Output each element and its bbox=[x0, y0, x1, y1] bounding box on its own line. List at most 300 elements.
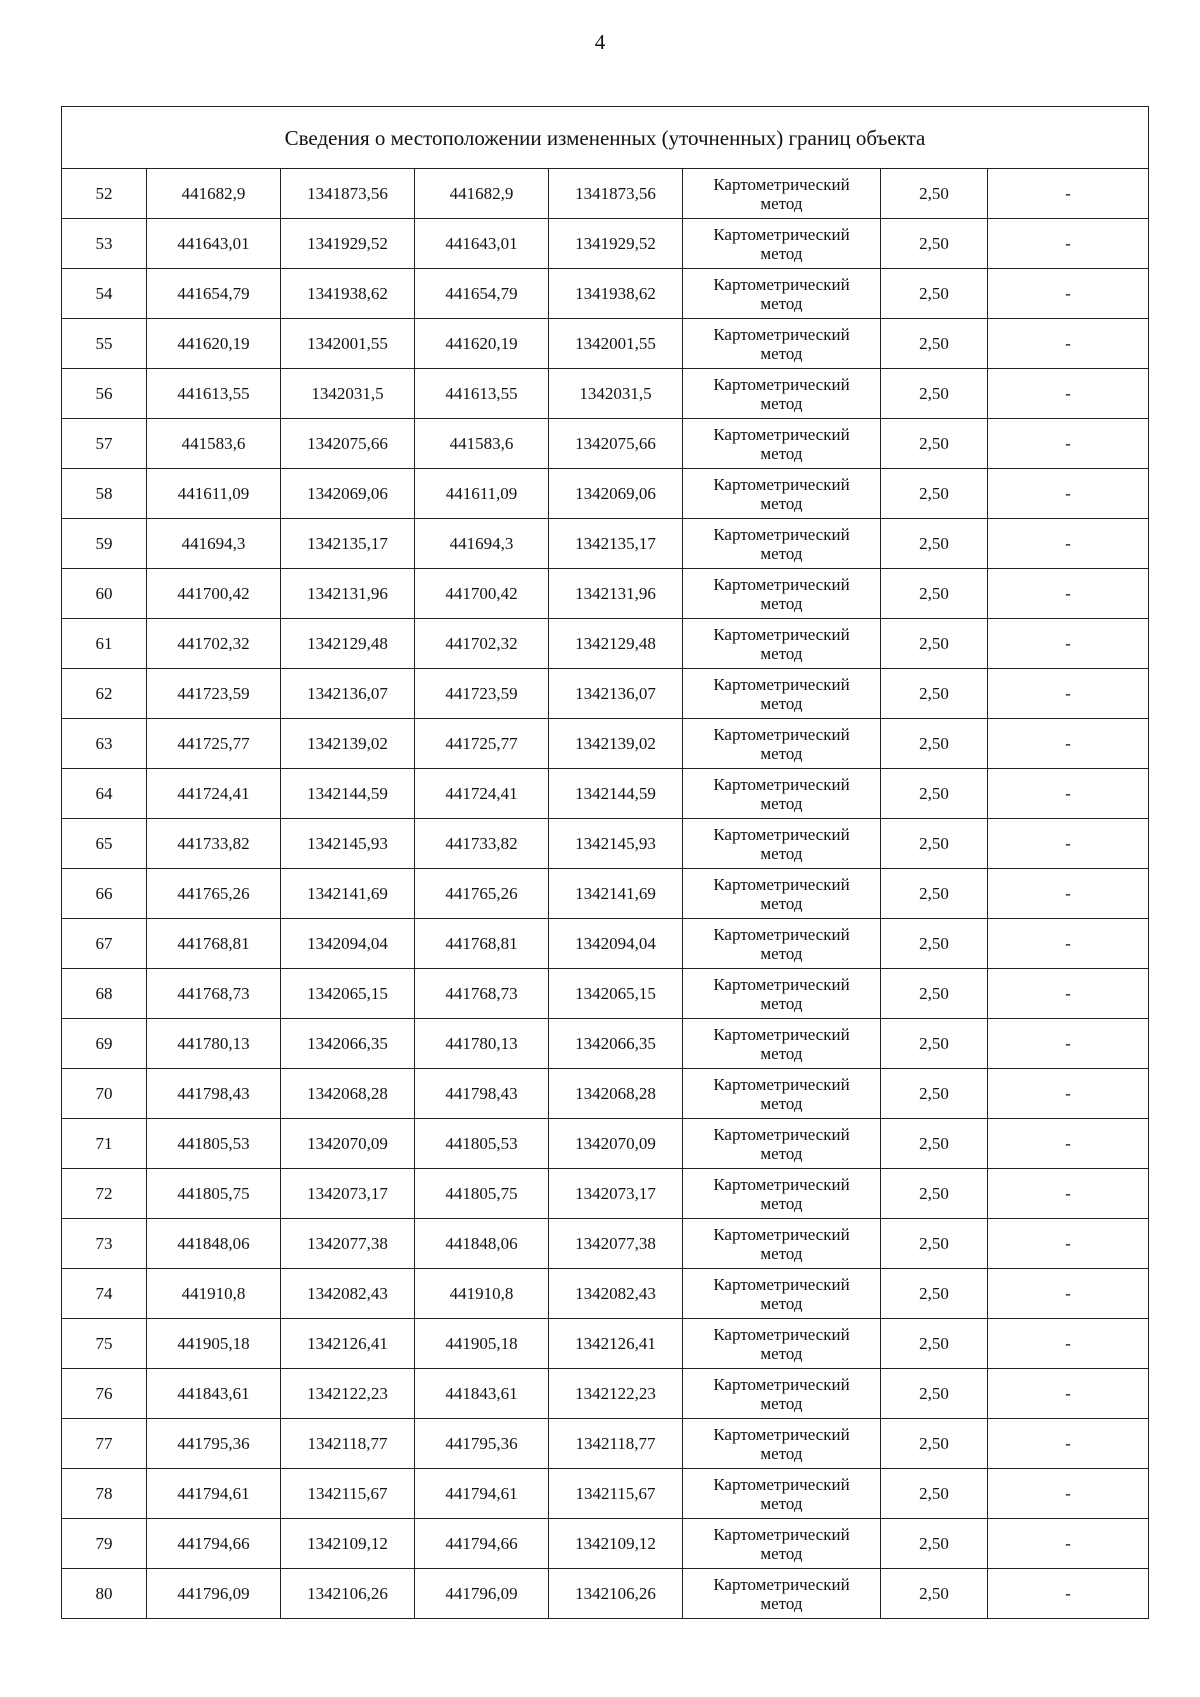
note-cell: - bbox=[988, 219, 1149, 269]
refined-x-cell: 441700,42 bbox=[415, 569, 549, 619]
method-line-1: Картометрический bbox=[713, 224, 850, 244]
point-number-cell: 61 bbox=[62, 619, 147, 669]
refined-x-cell: 441583,6 bbox=[415, 419, 549, 469]
existing-y-cell: 1342115,67 bbox=[281, 1469, 415, 1519]
method-cell bbox=[683, 519, 881, 569]
point-number-cell: 73 bbox=[62, 1219, 147, 1269]
point-number-cell: 65 bbox=[62, 819, 147, 869]
existing-y-cell: 1342031,5 bbox=[281, 369, 415, 419]
existing-x-cell: 441798,43 bbox=[147, 1069, 281, 1119]
table-row bbox=[62, 669, 1149, 719]
refined-y-cell: 1342070,09 bbox=[549, 1119, 683, 1169]
table-row bbox=[62, 919, 1149, 969]
existing-y-cell: 1342139,02 bbox=[281, 719, 415, 769]
refined-x-cell: 441848,06 bbox=[415, 1219, 549, 1269]
refined-x-cell: 441798,43 bbox=[415, 1069, 549, 1119]
method-line-2: метод bbox=[760, 793, 803, 813]
point-number-cell: 79 bbox=[62, 1519, 147, 1569]
refined-y-cell: 1342115,67 bbox=[549, 1469, 683, 1519]
method-line-2: метод bbox=[760, 543, 803, 563]
method-line-1: Картометрический bbox=[713, 374, 850, 394]
accuracy-cell: 2,50 bbox=[881, 419, 988, 469]
accuracy-cell: 2,50 bbox=[881, 169, 988, 219]
point-number-cell: 58 bbox=[62, 469, 147, 519]
method-cell bbox=[683, 919, 881, 969]
boundary-coordinates-table bbox=[61, 106, 1149, 1619]
existing-y-cell: 1341929,52 bbox=[281, 219, 415, 269]
method-line-1: Картометрический bbox=[713, 174, 850, 194]
refined-y-cell: 1342082,43 bbox=[549, 1269, 683, 1319]
method-line-1: Картометрический bbox=[713, 874, 850, 894]
table-row bbox=[62, 769, 1149, 819]
table-row bbox=[62, 219, 1149, 269]
existing-x-cell: 441805,75 bbox=[147, 1169, 281, 1219]
table-row bbox=[62, 569, 1149, 619]
existing-x-cell: 441768,73 bbox=[147, 969, 281, 1019]
refined-x-cell: 441654,79 bbox=[415, 269, 549, 319]
table-row bbox=[62, 1469, 1149, 1519]
existing-x-cell: 441583,6 bbox=[147, 419, 281, 469]
method-line-1: Картометрический bbox=[713, 1324, 850, 1344]
method-cell bbox=[683, 669, 881, 719]
method-line-2: метод bbox=[760, 1593, 803, 1613]
existing-y-cell: 1341938,62 bbox=[281, 269, 415, 319]
point-number-cell: 52 bbox=[62, 169, 147, 219]
table-row bbox=[62, 1419, 1149, 1469]
method-line-1: Картометрический bbox=[713, 924, 850, 944]
point-number-cell: 80 bbox=[62, 1569, 147, 1619]
note-cell: - bbox=[988, 469, 1149, 519]
refined-x-cell: 441794,66 bbox=[415, 1519, 549, 1569]
existing-y-cell: 1342122,23 bbox=[281, 1369, 415, 1419]
note-cell: - bbox=[988, 769, 1149, 819]
method-line-1: Картометрический bbox=[713, 774, 850, 794]
refined-x-cell: 441694,3 bbox=[415, 519, 549, 569]
point-number-cell: 74 bbox=[62, 1269, 147, 1319]
refined-y-cell: 1342126,41 bbox=[549, 1319, 683, 1369]
method-cell bbox=[683, 869, 881, 919]
method-line-2: метод bbox=[760, 943, 803, 963]
existing-x-cell: 441765,26 bbox=[147, 869, 281, 919]
refined-x-cell: 441796,09 bbox=[415, 1569, 549, 1619]
refined-x-cell: 441682,9 bbox=[415, 169, 549, 219]
refined-y-cell: 1342073,17 bbox=[549, 1169, 683, 1219]
refined-y-cell: 1342075,66 bbox=[549, 419, 683, 469]
method-line-2: метод bbox=[760, 243, 803, 263]
table-row bbox=[62, 619, 1149, 669]
method-cell bbox=[683, 1069, 881, 1119]
accuracy-cell: 2,50 bbox=[881, 969, 988, 1019]
point-number-cell: 64 bbox=[62, 769, 147, 819]
table-row bbox=[62, 869, 1149, 919]
point-number-cell: 76 bbox=[62, 1369, 147, 1419]
method-line-1: Картометрический bbox=[713, 624, 850, 644]
method-line-1: Картометрический bbox=[713, 1024, 850, 1044]
table-row bbox=[62, 369, 1149, 419]
refined-y-cell: 1342109,12 bbox=[549, 1519, 683, 1569]
table-row bbox=[62, 1319, 1149, 1369]
existing-y-cell: 1342075,66 bbox=[281, 419, 415, 469]
note-cell: - bbox=[988, 1569, 1149, 1619]
method-line-2: метод bbox=[760, 393, 803, 413]
refined-y-cell: 1342129,48 bbox=[549, 619, 683, 669]
point-number-cell: 70 bbox=[62, 1069, 147, 1119]
refined-y-cell: 1342066,35 bbox=[549, 1019, 683, 1069]
table-title: Сведения о местоположении измененных (уточненных) границ объекта bbox=[62, 107, 1149, 169]
existing-y-cell: 1342073,17 bbox=[281, 1169, 415, 1219]
refined-y-cell: 1342122,23 bbox=[549, 1369, 683, 1419]
refined-y-cell: 1342001,55 bbox=[549, 319, 683, 369]
accuracy-cell: 2,50 bbox=[881, 719, 988, 769]
method-line-2: метод bbox=[760, 193, 803, 213]
method-cell bbox=[683, 1269, 881, 1319]
note-cell: - bbox=[988, 1269, 1149, 1319]
method-line-2: метод bbox=[760, 843, 803, 863]
existing-y-cell: 1342001,55 bbox=[281, 319, 415, 369]
note-cell: - bbox=[988, 1469, 1149, 1519]
existing-y-cell: 1342082,43 bbox=[281, 1269, 415, 1319]
existing-y-cell: 1341873,56 bbox=[281, 169, 415, 219]
method-line-2: метод bbox=[760, 1043, 803, 1063]
existing-y-cell: 1342066,35 bbox=[281, 1019, 415, 1069]
note-cell: - bbox=[988, 319, 1149, 369]
note-cell: - bbox=[988, 569, 1149, 619]
refined-y-cell: 1342135,17 bbox=[549, 519, 683, 569]
table-row bbox=[62, 1569, 1149, 1619]
accuracy-cell: 2,50 bbox=[881, 219, 988, 269]
point-number-cell: 62 bbox=[62, 669, 147, 719]
method-cell bbox=[683, 969, 881, 1019]
method-cell bbox=[683, 269, 881, 319]
existing-x-cell: 441733,82 bbox=[147, 819, 281, 869]
method-line-1: Картометрический bbox=[713, 1224, 850, 1244]
refined-x-cell: 441702,32 bbox=[415, 619, 549, 669]
method-cell bbox=[683, 219, 881, 269]
method-line-2: метод bbox=[760, 643, 803, 663]
method-line-1: Картометрический bbox=[713, 274, 850, 294]
method-cell bbox=[683, 719, 881, 769]
note-cell: - bbox=[988, 1119, 1149, 1169]
refined-x-cell: 441795,36 bbox=[415, 1419, 549, 1469]
note-cell: - bbox=[988, 619, 1149, 669]
existing-x-cell: 441620,19 bbox=[147, 319, 281, 369]
method-line-2: метод bbox=[760, 293, 803, 313]
refined-y-cell: 1342106,26 bbox=[549, 1569, 683, 1619]
note-cell: - bbox=[988, 869, 1149, 919]
accuracy-cell: 2,50 bbox=[881, 1269, 988, 1319]
point-number-cell: 75 bbox=[62, 1319, 147, 1369]
note-cell: - bbox=[988, 419, 1149, 469]
table-row bbox=[62, 469, 1149, 519]
method-line-1: Картометрический bbox=[713, 1124, 850, 1144]
existing-x-cell: 441905,18 bbox=[147, 1319, 281, 1369]
accuracy-cell: 2,50 bbox=[881, 769, 988, 819]
table-row bbox=[62, 269, 1149, 319]
table-row bbox=[62, 1269, 1149, 1319]
existing-x-cell: 441611,09 bbox=[147, 469, 281, 519]
refined-y-cell: 1342141,69 bbox=[549, 869, 683, 919]
existing-y-cell: 1342131,96 bbox=[281, 569, 415, 619]
method-line-1: Картометрический bbox=[713, 574, 850, 594]
method-cell bbox=[683, 169, 881, 219]
table-row bbox=[62, 319, 1149, 369]
note-cell: - bbox=[988, 1019, 1149, 1069]
note-cell: - bbox=[988, 519, 1149, 569]
refined-x-cell: 441780,13 bbox=[415, 1019, 549, 1069]
accuracy-cell: 2,50 bbox=[881, 1069, 988, 1119]
method-cell bbox=[683, 1319, 881, 1369]
table-row bbox=[62, 819, 1149, 869]
accuracy-cell: 2,50 bbox=[881, 869, 988, 919]
existing-x-cell: 441654,79 bbox=[147, 269, 281, 319]
existing-x-cell: 441723,59 bbox=[147, 669, 281, 719]
refined-x-cell: 441910,8 bbox=[415, 1269, 549, 1319]
accuracy-cell: 2,50 bbox=[881, 269, 988, 319]
method-cell bbox=[683, 1369, 881, 1419]
refined-x-cell: 441794,61 bbox=[415, 1469, 549, 1519]
accuracy-cell: 2,50 bbox=[881, 1219, 988, 1269]
existing-x-cell: 441843,61 bbox=[147, 1369, 281, 1419]
method-line-1: Картометрический bbox=[713, 1274, 850, 1294]
existing-y-cell: 1342126,41 bbox=[281, 1319, 415, 1369]
method-line-1: Картометрический bbox=[713, 824, 850, 844]
existing-y-cell: 1342077,38 bbox=[281, 1219, 415, 1269]
point-number-cell: 60 bbox=[62, 569, 147, 619]
method-line-2: метод bbox=[760, 1293, 803, 1313]
existing-y-cell: 1342129,48 bbox=[281, 619, 415, 669]
table-row bbox=[62, 719, 1149, 769]
accuracy-cell: 2,50 bbox=[881, 819, 988, 869]
method-line-2: метод bbox=[760, 743, 803, 763]
point-number-cell: 57 bbox=[62, 419, 147, 469]
existing-y-cell: 1342094,04 bbox=[281, 919, 415, 969]
method-cell bbox=[683, 1219, 881, 1269]
accuracy-cell: 2,50 bbox=[881, 319, 988, 369]
point-number-cell: 68 bbox=[62, 969, 147, 1019]
existing-y-cell: 1342069,06 bbox=[281, 469, 415, 519]
accuracy-cell: 2,50 bbox=[881, 1169, 988, 1219]
refined-x-cell: 441733,82 bbox=[415, 819, 549, 869]
existing-x-cell: 441724,41 bbox=[147, 769, 281, 819]
method-line-1: Картометрический bbox=[713, 674, 850, 694]
note-cell: - bbox=[988, 919, 1149, 969]
existing-y-cell: 1342109,12 bbox=[281, 1519, 415, 1569]
point-number-cell: 67 bbox=[62, 919, 147, 969]
method-line-2: метод bbox=[760, 1343, 803, 1363]
note-cell: - bbox=[988, 1169, 1149, 1219]
refined-x-cell: 441611,09 bbox=[415, 469, 549, 519]
method-cell bbox=[683, 1519, 881, 1569]
refined-y-cell: 1341873,56 bbox=[549, 169, 683, 219]
note-cell: - bbox=[988, 669, 1149, 719]
refined-x-cell: 441843,61 bbox=[415, 1369, 549, 1419]
table-row bbox=[62, 1169, 1149, 1219]
existing-x-cell: 441805,53 bbox=[147, 1119, 281, 1169]
method-cell bbox=[683, 369, 881, 419]
refined-x-cell: 441905,18 bbox=[415, 1319, 549, 1369]
method-line-2: метод bbox=[760, 1393, 803, 1413]
note-cell: - bbox=[988, 819, 1149, 869]
point-number-cell: 71 bbox=[62, 1119, 147, 1169]
existing-x-cell: 441768,81 bbox=[147, 919, 281, 969]
method-cell bbox=[683, 619, 881, 669]
existing-x-cell: 441702,32 bbox=[147, 619, 281, 669]
accuracy-cell: 2,50 bbox=[881, 1119, 988, 1169]
accuracy-cell: 2,50 bbox=[881, 1369, 988, 1419]
table-title-row bbox=[62, 107, 1149, 169]
table-row bbox=[62, 1369, 1149, 1419]
method-cell bbox=[683, 569, 881, 619]
refined-y-cell: 1342144,59 bbox=[549, 769, 683, 819]
method-line-2: метод bbox=[760, 1093, 803, 1113]
method-line-1: Картометрический bbox=[713, 324, 850, 344]
existing-y-cell: 1342136,07 bbox=[281, 669, 415, 719]
method-line-1: Картометрический bbox=[713, 1574, 850, 1594]
existing-x-cell: 441725,77 bbox=[147, 719, 281, 769]
existing-x-cell: 441780,13 bbox=[147, 1019, 281, 1069]
point-number-cell: 53 bbox=[62, 219, 147, 269]
method-line-2: метод bbox=[760, 693, 803, 713]
method-line-1: Картометрический bbox=[713, 1074, 850, 1094]
method-line-2: метод bbox=[760, 443, 803, 463]
existing-y-cell: 1342145,93 bbox=[281, 819, 415, 869]
refined-y-cell: 1342118,77 bbox=[549, 1419, 683, 1469]
refined-x-cell: 441805,75 bbox=[415, 1169, 549, 1219]
point-number-cell: 55 bbox=[62, 319, 147, 369]
table-row bbox=[62, 519, 1149, 569]
note-cell: - bbox=[988, 1419, 1149, 1469]
method-line-2: метод bbox=[760, 1193, 803, 1213]
method-cell bbox=[683, 1019, 881, 1069]
method-line-1: Картометрический bbox=[713, 1174, 850, 1194]
method-cell bbox=[683, 1119, 881, 1169]
point-number-cell: 77 bbox=[62, 1419, 147, 1469]
refined-x-cell: 441723,59 bbox=[415, 669, 549, 719]
existing-x-cell: 441848,06 bbox=[147, 1219, 281, 1269]
accuracy-cell: 2,50 bbox=[881, 669, 988, 719]
existing-x-cell: 441643,01 bbox=[147, 219, 281, 269]
method-cell bbox=[683, 769, 881, 819]
point-number-cell: 66 bbox=[62, 869, 147, 919]
existing-x-cell: 441700,42 bbox=[147, 569, 281, 619]
refined-y-cell: 1341929,52 bbox=[549, 219, 683, 269]
refined-x-cell: 441725,77 bbox=[415, 719, 549, 769]
refined-y-cell: 1342065,15 bbox=[549, 969, 683, 1019]
method-line-1: Картометрический bbox=[713, 1524, 850, 1544]
method-cell bbox=[683, 1169, 881, 1219]
method-line-1: Картометрический bbox=[713, 724, 850, 744]
method-line-2: метод bbox=[760, 343, 803, 363]
refined-y-cell: 1342131,96 bbox=[549, 569, 683, 619]
table-row bbox=[62, 1069, 1149, 1119]
note-cell: - bbox=[988, 1519, 1149, 1569]
method-line-2: метод bbox=[760, 1543, 803, 1563]
method-cell bbox=[683, 1569, 881, 1619]
method-line-1: Картометрический bbox=[713, 974, 850, 994]
existing-y-cell: 1342068,28 bbox=[281, 1069, 415, 1119]
accuracy-cell: 2,50 bbox=[881, 469, 988, 519]
method-cell bbox=[683, 469, 881, 519]
existing-x-cell: 441910,8 bbox=[147, 1269, 281, 1319]
refined-x-cell: 441613,55 bbox=[415, 369, 549, 419]
method-line-2: метод bbox=[760, 893, 803, 913]
method-cell bbox=[683, 419, 881, 469]
refined-y-cell: 1341938,62 bbox=[549, 269, 683, 319]
method-cell bbox=[683, 1419, 881, 1469]
table-row bbox=[62, 1119, 1149, 1169]
refined-x-cell: 441768,81 bbox=[415, 919, 549, 969]
note-cell: - bbox=[988, 1219, 1149, 1269]
point-number-cell: 72 bbox=[62, 1169, 147, 1219]
existing-y-cell: 1342135,17 bbox=[281, 519, 415, 569]
method-line-2: метод bbox=[760, 1443, 803, 1463]
point-number-cell: 78 bbox=[62, 1469, 147, 1519]
existing-x-cell: 441794,61 bbox=[147, 1469, 281, 1519]
accuracy-cell: 2,50 bbox=[881, 1319, 988, 1369]
point-number-cell: 56 bbox=[62, 369, 147, 419]
note-cell: - bbox=[988, 369, 1149, 419]
refined-x-cell: 441620,19 bbox=[415, 319, 549, 369]
table-row bbox=[62, 1019, 1149, 1069]
refined-x-cell: 441805,53 bbox=[415, 1119, 549, 1169]
method-line-1: Картометрический bbox=[713, 1474, 850, 1494]
accuracy-cell: 2,50 bbox=[881, 1519, 988, 1569]
method-line-1: Картометрический bbox=[713, 524, 850, 544]
refined-y-cell: 1342069,06 bbox=[549, 469, 683, 519]
accuracy-cell: 2,50 bbox=[881, 1419, 988, 1469]
existing-x-cell: 441794,66 bbox=[147, 1519, 281, 1569]
method-line-2: метод bbox=[760, 593, 803, 613]
note-cell: - bbox=[988, 969, 1149, 1019]
method-line-1: Картометрический bbox=[713, 1374, 850, 1394]
accuracy-cell: 2,50 bbox=[881, 1569, 988, 1619]
table-row bbox=[62, 969, 1149, 1019]
existing-y-cell: 1342106,26 bbox=[281, 1569, 415, 1619]
existing-x-cell: 441796,09 bbox=[147, 1569, 281, 1619]
accuracy-cell: 2,50 bbox=[881, 569, 988, 619]
note-cell: - bbox=[988, 169, 1149, 219]
existing-x-cell: 441694,3 bbox=[147, 519, 281, 569]
refined-y-cell: 1342145,93 bbox=[549, 819, 683, 869]
method-line-1: Картометрический bbox=[713, 1424, 850, 1444]
existing-y-cell: 1342070,09 bbox=[281, 1119, 415, 1169]
table-row bbox=[62, 169, 1149, 219]
existing-y-cell: 1342118,77 bbox=[281, 1419, 415, 1469]
method-line-1: Картометрический bbox=[713, 474, 850, 494]
method-cell bbox=[683, 319, 881, 369]
page-number: 4 bbox=[594, 30, 606, 54]
refined-y-cell: 1342068,28 bbox=[549, 1069, 683, 1119]
refined-x-cell: 441768,73 bbox=[415, 969, 549, 1019]
refined-y-cell: 1342139,02 bbox=[549, 719, 683, 769]
method-cell bbox=[683, 819, 881, 869]
refined-x-cell: 441765,26 bbox=[415, 869, 549, 919]
accuracy-cell: 2,50 bbox=[881, 919, 988, 969]
point-number-cell: 54 bbox=[62, 269, 147, 319]
refined-y-cell: 1342077,38 bbox=[549, 1219, 683, 1269]
note-cell: - bbox=[988, 719, 1149, 769]
point-number-cell: 69 bbox=[62, 1019, 147, 1069]
accuracy-cell: 2,50 bbox=[881, 619, 988, 669]
refined-y-cell: 1342094,04 bbox=[549, 919, 683, 969]
refined-y-cell: 1342031,5 bbox=[549, 369, 683, 419]
point-number-cell: 63 bbox=[62, 719, 147, 769]
method-line-2: метод bbox=[760, 493, 803, 513]
refined-y-cell: 1342136,07 bbox=[549, 669, 683, 719]
point-number-cell: 59 bbox=[62, 519, 147, 569]
note-cell: - bbox=[988, 1069, 1149, 1119]
accuracy-cell: 2,50 bbox=[881, 1469, 988, 1519]
